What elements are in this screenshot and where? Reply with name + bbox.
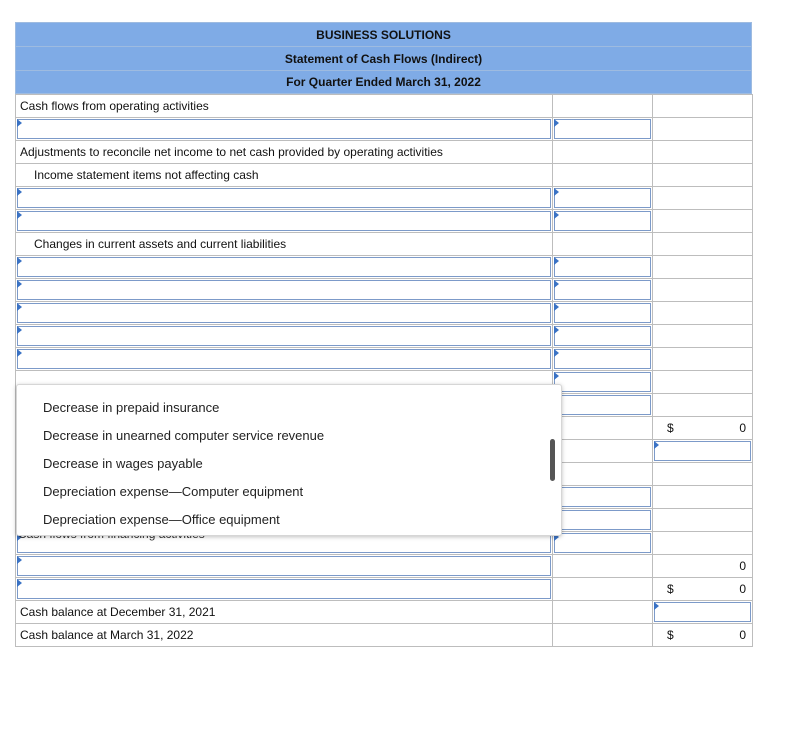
amount-input[interactable] bbox=[554, 372, 651, 392]
dropdown-scrollbar[interactable] bbox=[550, 439, 555, 481]
dropdown-option[interactable]: Depreciation expense—Office equipment bbox=[43, 512, 280, 527]
changes-label: Changes in current assets and current liabilities bbox=[34, 237, 287, 251]
amount-input[interactable] bbox=[554, 326, 651, 346]
amount-input[interactable] bbox=[554, 211, 651, 231]
cash-balance-mar-label: Cash balance at March 31, 2022 bbox=[20, 628, 194, 642]
line-item-select[interactable] bbox=[17, 303, 551, 323]
line-item-select[interactable] bbox=[17, 280, 551, 300]
table-row bbox=[16, 302, 753, 325]
dropdown-option[interactable]: Decrease in unearned computer service revenue bbox=[43, 428, 325, 443]
net-change-total: 0 bbox=[739, 582, 746, 596]
amount-input[interactable] bbox=[554, 303, 651, 323]
amount-input[interactable] bbox=[554, 349, 651, 369]
dropdown-options-list[interactable] bbox=[16, 384, 562, 536]
table-row bbox=[16, 624, 753, 647]
net-financing-total: 0 bbox=[739, 559, 746, 573]
amount-input[interactable] bbox=[654, 441, 751, 461]
dropdown-option[interactable]: Decrease in wages payable bbox=[43, 456, 203, 471]
currency-symbol: $ bbox=[667, 628, 674, 642]
table-row bbox=[16, 348, 753, 371]
amount-input[interactable] bbox=[554, 188, 651, 208]
cash-balance-dec-label: Cash balance at December 31, 2021 bbox=[20, 605, 216, 619]
amount-input[interactable] bbox=[554, 257, 651, 277]
company-name: BUSINESS SOLUTIONS bbox=[15, 22, 752, 46]
income-items-label: Income statement items not affecting cash bbox=[34, 168, 259, 182]
table-row bbox=[16, 279, 753, 302]
table-row bbox=[16, 95, 753, 118]
table-row bbox=[16, 578, 753, 601]
table-row bbox=[16, 601, 753, 624]
net-operating-total: 0 bbox=[739, 421, 746, 435]
currency-symbol: $ bbox=[667, 582, 674, 596]
amount-input[interactable] bbox=[554, 280, 651, 300]
dropdown-option[interactable]: Depreciation expense—Computer equipment bbox=[43, 484, 304, 499]
cash-balance-mar-total: 0 bbox=[739, 628, 746, 642]
table-row bbox=[16, 233, 753, 256]
line-item-select[interactable] bbox=[17, 349, 551, 369]
line-item-select[interactable] bbox=[17, 211, 551, 231]
amount-input[interactable] bbox=[554, 533, 651, 553]
table-row bbox=[16, 164, 753, 187]
table-row bbox=[16, 555, 753, 578]
amount-input[interactable] bbox=[554, 510, 651, 530]
amount-input[interactable] bbox=[554, 487, 651, 507]
line-item-select[interactable] bbox=[17, 257, 551, 277]
table-row bbox=[16, 210, 753, 233]
statement-table bbox=[15, 94, 753, 647]
line-item-select[interactable] bbox=[17, 579, 551, 599]
statement-period: For Quarter Ended March 31, 2022 bbox=[15, 70, 752, 94]
operating-activities-label: Cash flows from operating activities bbox=[20, 99, 209, 113]
statement-title: Statement of Cash Flows (Indirect) bbox=[15, 46, 752, 70]
amount-input[interactable] bbox=[554, 395, 651, 415]
line-item-select[interactable] bbox=[17, 188, 551, 208]
currency-symbol: $ bbox=[667, 421, 674, 435]
table-row bbox=[16, 118, 753, 141]
line-item-select[interactable] bbox=[17, 556, 551, 576]
dropdown-option[interactable]: Decrease in prepaid insurance bbox=[43, 400, 220, 415]
adjustments-label: Adjustments to reconcile net income to net cash provided by operating activities bbox=[20, 145, 443, 159]
table-row bbox=[16, 141, 753, 164]
cash-balance-dec-input[interactable] bbox=[654, 602, 751, 622]
line-item-select[interactable] bbox=[17, 119, 551, 139]
line-item-select[interactable] bbox=[17, 326, 551, 346]
table-row bbox=[16, 256, 753, 279]
table-row bbox=[16, 187, 753, 210]
cash-flow-statement bbox=[15, 22, 752, 647]
table-row bbox=[16, 325, 753, 348]
amount-input[interactable] bbox=[554, 119, 651, 139]
